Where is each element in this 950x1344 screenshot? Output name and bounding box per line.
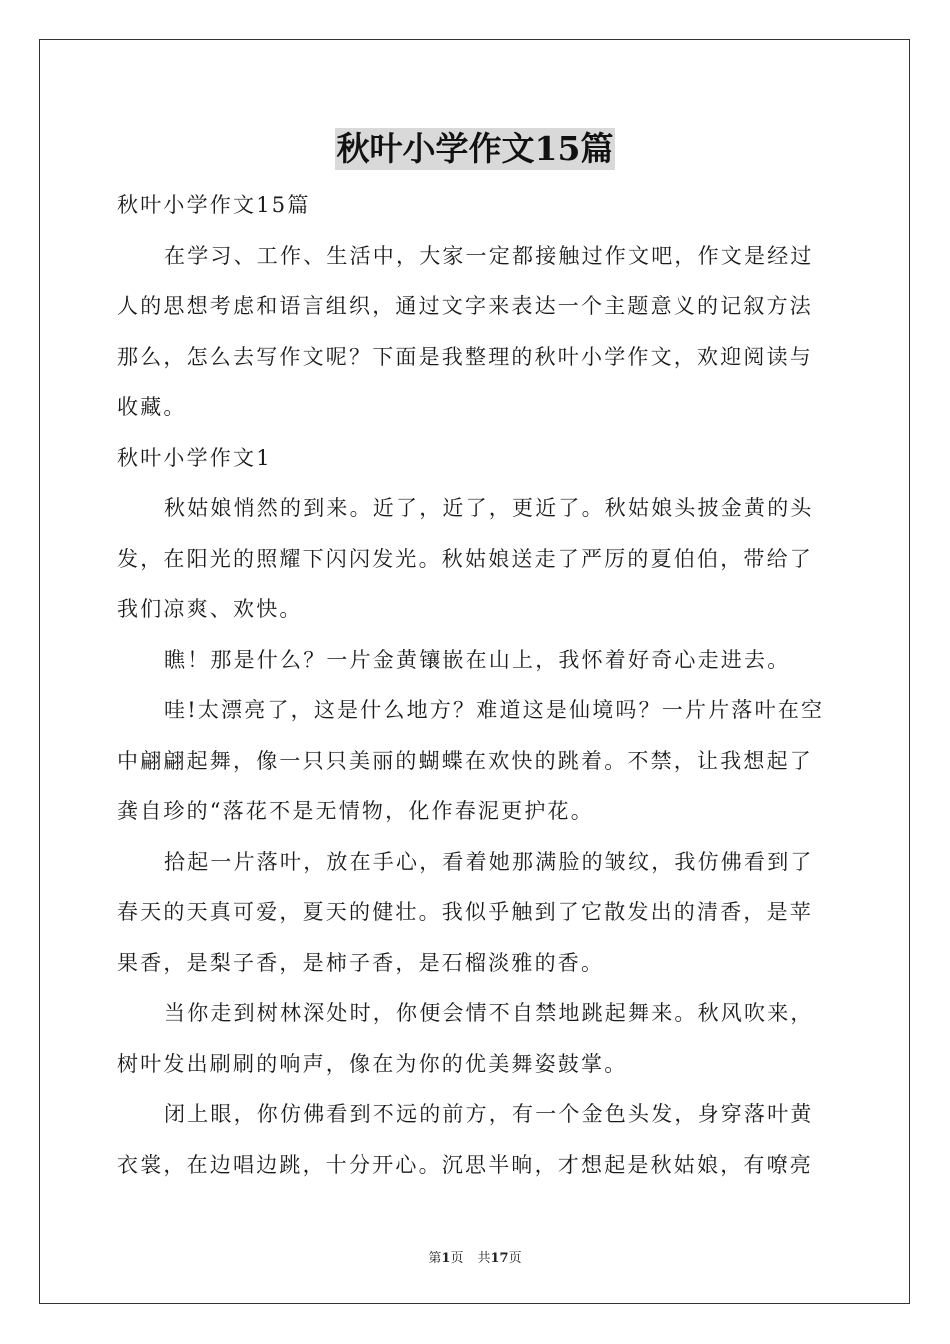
paragraph: 秋叶小学作文15篇 bbox=[117, 193, 311, 217]
document-body bbox=[117, 180, 835, 1190]
paragraph: 秋姑娘悄然的到来。近了，近了，更近了。秋姑娘头披金黄的头发，在阳光的照耀下闪闪发光。秋姑娘送走了严厉的夏伯伯，带给了我们凉爽、欢快。 bbox=[117, 496, 814, 621]
paragraph: 当你走到树林深处时，你便会情不自禁地跳起舞来。秋风吹来，树叶发出刷刷的响声，像在为你的优美舞姿鼓掌。 bbox=[117, 1001, 814, 1076]
page-number: 1 bbox=[441, 1251, 451, 1266]
total-suffix: 页 bbox=[508, 1251, 522, 1266]
paragraph: 哇!太漂亮了，这是什么地方？难道这是仙境吗？一片片落叶在空中翩翩起舞，像一只只美丽的蝴蝶在欢快的跳着。不禁，让我想起了龚自珍的“落花不是无情物，化作春泥更护花。 bbox=[117, 698, 825, 823]
total-pages: 17 bbox=[490, 1251, 509, 1266]
paragraph: 瞧！那是什么？一片金黄镶嵌在山上，我怀着好奇心走进去。 bbox=[164, 647, 791, 672]
total-prefix: 共 bbox=[477, 1251, 491, 1266]
document-title: 秋叶小学作文15篇 bbox=[336, 129, 614, 168]
page-suffix: 页 bbox=[450, 1251, 464, 1266]
paragraph: 拾起一片落叶，放在手心，看着她那满脸的皱纹，我仿佛看到了春天的天真可爱，夏天的健壮。我似乎触到了它散发出的清香，是苹果香，是梨子香，是柿子香，是石榴淡雅的香。 bbox=[117, 849, 814, 975]
section-heading: 秋叶小学作文1 bbox=[117, 445, 272, 470]
page-prefix: 第 bbox=[428, 1251, 442, 1266]
page-footer bbox=[0, 1247, 950, 1266]
paragraph: 闭上眼，你仿佛看到不远的前方，有一个金色头发，身穿落叶黄衣裳，在边唱边跳，十分开心。沉思半晌，才想起是秋姑娘，有嘹亮 bbox=[117, 1102, 814, 1177]
paragraph: 在学习、工作、生活中，大家一定都接触过作文吧，作文是经过人的思想考虑和语言组织，通过文字来表达一个主题意义的记叙方法那么，怎么去写作文呢？下面是我整理的秋叶小学作文，欢迎阅读与收藏。 bbox=[117, 243, 814, 419]
title-container bbox=[0, 128, 950, 170]
